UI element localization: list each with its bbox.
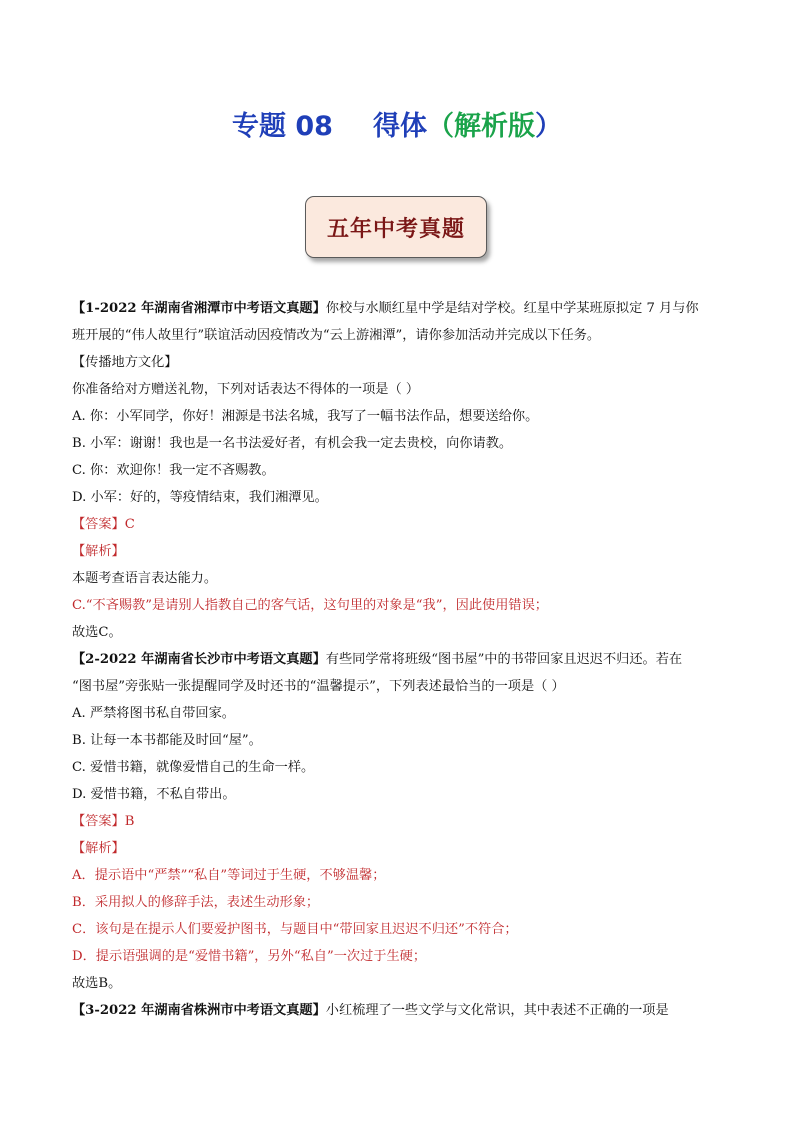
q1-analysis-label: 【解析】 xyxy=(72,544,125,559)
q3-source: 【3-2022 年湖南省株洲市中考语文真题】 xyxy=(72,1003,326,1018)
question-content xyxy=(72,295,722,1024)
q2-conclusion: 故选B。 xyxy=(72,976,122,991)
q1-analysis-line3: 故选C。 xyxy=(72,625,122,640)
q2-analysis-line1: A．提示语中“严禁”“私自”等词过于生硬，不够温馨； xyxy=(72,868,386,883)
q2-option-a: A. 严禁将图书私自带回家。 xyxy=(72,706,235,721)
q1-option-a: A. 你：小军同学，你好！湘源是书法名城，我写了一幅书法作品，想要送给你。 xyxy=(72,409,539,424)
q1-analysis-line1: 本题考查语言表达能力。 xyxy=(72,571,218,586)
q2-option-c: C. 爱惜书籍，就像爱惜自己的生命一样。 xyxy=(72,760,315,775)
q1-stem-line2: 班开展的“伟人故里行”联谊活动因疫情改为“云上游湘潭”，请你参加活动并完成以下任务。 xyxy=(72,328,601,343)
q3-stem-line1: 【3-2022 年湖南省株洲市中考语文真题】小红梳理了一些文学与文化常识，其中表述不正确的一项是 xyxy=(72,1003,669,1018)
title-edition: （解析版 xyxy=(426,111,535,142)
page-title xyxy=(0,104,794,143)
q1-option-b: B. 小军：谢谢！我也是一名书法爱好者，有机会我一定去贵校，向你请教。 xyxy=(72,436,513,451)
q1-answer: 【答案】C xyxy=(72,517,135,532)
q2-analysis-line4: D．提示语强调的是“爱惜书籍”，另外“私自”一次过于生硬； xyxy=(72,949,427,964)
q1-option-c: C. 你：欢迎你！我一定不吝赐教。 xyxy=(72,463,275,478)
q1-analysis-line2: C.“不吝赐教”是请别人指教自己的客气话，这句里的对象是“我”，因此使用错误； xyxy=(72,598,548,613)
q2-stem-line1: 【2-2022 年湖南省长沙市中考语文真题】有些同学常将班级“图书屋”中的书带回家且迟迟不归还。若在 xyxy=(72,652,683,667)
q2-stem-line2: “图书屋”旁张贴一张提醒同学及时还书的“温馨提示”，下列表述最恰当的一项是（ ） xyxy=(72,679,565,694)
q2-option-d: D. 爱惜书籍，不私自带出。 xyxy=(72,787,236,802)
q1-section: 【传播地方文化】 xyxy=(72,355,178,370)
q1-stem-line1: 【1-2022 年湖南省湘潭市中考语文真题】你校与水顺红星中学是结对学校。红星中学某班原拟定 7 月与你 xyxy=(72,301,699,316)
q1-source: 【1-2022 年湖南省湘潭市中考语文真题】 xyxy=(72,301,326,316)
title-topic-number: 专题 08 xyxy=(232,111,333,142)
q2-answer: 【答案】B xyxy=(72,814,135,829)
q2-analysis-line2: B．采用拟人的修辞手法，表述生动形象； xyxy=(72,895,320,910)
q1-option-d: D. 小军：好的，等疫情结束，我们湘潭见。 xyxy=(72,490,328,505)
section-badge: 五年中考真题 xyxy=(305,196,487,258)
q2-source: 【2-2022 年湖南省长沙市中考语文真题】 xyxy=(72,652,326,667)
q2-analysis-line3: C．该句是在提示人们要爱护图书，与题目中“带回家且迟迟不归还”不符合； xyxy=(72,922,518,937)
q2-analysis-label: 【解析】 xyxy=(72,841,125,856)
q1-question: 你准备给对方赠送礼物，下列对话表达不得体的一项是（ ） xyxy=(72,382,420,397)
q2-option-b: B. 让每一本书都能及时回“屋”。 xyxy=(72,733,262,748)
title-close-paren: ） xyxy=(534,111,562,142)
title-topic-name: 得体 xyxy=(372,111,427,142)
